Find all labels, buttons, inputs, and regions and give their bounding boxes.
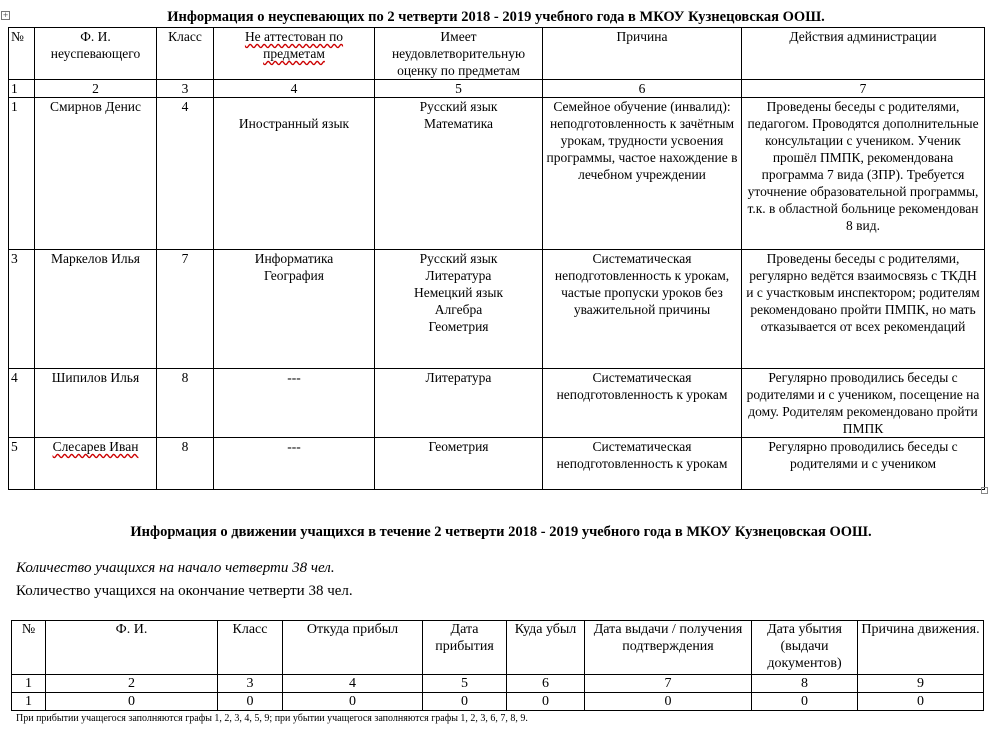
header-cell: Причина — [543, 28, 742, 80]
column-number: 6 — [543, 80, 742, 98]
header-cell: № — [12, 621, 46, 675]
header-cell: Куда убыл — [507, 621, 585, 675]
student-movement-table — [11, 620, 984, 711]
table-cell: 0 — [423, 693, 507, 711]
header-cell: Дата прибытия — [423, 621, 507, 675]
header-cell: Действия администрации — [742, 28, 985, 80]
table-header-row — [9, 28, 985, 80]
not-attested-subjects: Иностранный язык — [214, 98, 375, 250]
table-cell: 0 — [507, 693, 585, 711]
column-number: 6 — [507, 675, 585, 693]
failure-reason: Систематическая неподготовленность к урокам — [543, 438, 742, 490]
table-resize-handle-icon[interactable] — [981, 487, 988, 494]
table-cell: 0 — [585, 693, 752, 711]
column-number-row — [9, 80, 985, 98]
column-number: 1 — [9, 80, 35, 98]
section1-title: Информация о неуспевающих по 2 четверти 2018 - 2019 учебного года в МКОУ Кузнецовская ООШ. — [167, 9, 825, 25]
column-number: 9 — [858, 675, 984, 693]
table-row — [9, 438, 985, 490]
row-number: 4 — [9, 369, 35, 438]
footnote: При прибытии учащегося заполняются графы 1, 2, 3, 4, 5, 9; при убытии учащегося заполняются графы 1, 2, 3, 6, 7, 8, 9. — [16, 713, 528, 724]
not-attested-subjects: Информатика География — [214, 250, 375, 369]
admin-actions: Регулярно проводились беседы с родителями и с учеником — [742, 438, 985, 490]
row-number: 3 — [9, 250, 35, 369]
not-attested-subjects: --- — [214, 438, 375, 490]
admin-actions: Проведены беседы с родителями, регулярно ведётся взаимосвязь с ТКДН и с участковым инспектором; родителям рекомендовано пройти ПМПК, но мать отказывается от всех рекомендаций — [742, 250, 985, 369]
column-number: 3 — [218, 675, 283, 693]
row-number: 5 — [9, 438, 35, 490]
failing-subjects: Русский язык Математика — [375, 98, 543, 250]
header-cell: Класс — [157, 28, 214, 80]
table-move-handle-icon[interactable]: + — [2, 11, 9, 19]
table-cell: 0 — [218, 693, 283, 711]
student-grade: 8 — [157, 369, 214, 438]
column-number: 4 — [214, 80, 375, 98]
header-cell: Класс — [218, 621, 283, 675]
table-cell: 1 — [12, 693, 46, 711]
table-cell: 0 — [858, 693, 984, 711]
header-cell: Ф. И. — [46, 621, 218, 675]
failure-reason: Семейное обучение (инвалид): неподготовленность к зачётным урокам, трудности усвоения программы, частое нахождение в лечебном учреждении — [543, 98, 742, 250]
not-attested-subjects: --- — [214, 369, 375, 438]
header-cell: Дата убытия (выдачи документов) — [752, 621, 858, 675]
header-cell: Откуда прибыл — [283, 621, 423, 675]
student-grade: 8 — [157, 438, 214, 490]
header-cell: Дата выдачи / получения подтверждения — [585, 621, 752, 675]
count-end-text: Количество учащихся на окончание четверти 38 чел. — [16, 583, 353, 599]
table-row — [9, 98, 985, 250]
table-row — [12, 693, 984, 711]
header-cell: Ф. И. неуспевающего — [35, 28, 157, 80]
column-number: 4 — [283, 675, 423, 693]
table-cell: 0 — [752, 693, 858, 711]
column-number: 7 — [742, 80, 985, 98]
column-number: 8 — [752, 675, 858, 693]
student-name: Слесарев Иван — [35, 438, 157, 490]
failure-reason: Систематическая неподготовленность к урокам, частые пропуски уроков без уважительной причины — [543, 250, 742, 369]
column-number: 5 — [423, 675, 507, 693]
table-row — [9, 369, 985, 438]
column-number: 2 — [35, 80, 157, 98]
column-number: 5 — [375, 80, 543, 98]
failing-students-table — [8, 27, 985, 490]
student-grade: 4 — [157, 98, 214, 250]
student-name: Маркелов Илья — [35, 250, 157, 369]
table-header-row — [12, 621, 984, 675]
row-number: 1 — [9, 98, 35, 250]
failure-reason: Систематическая неподготовленность к урокам — [543, 369, 742, 438]
column-number: 1 — [12, 675, 46, 693]
student-name: Шипилов Илья — [35, 369, 157, 438]
admin-actions: Проведены беседы с родителями, педагогом. Проводятся дополнительные консультации с учеником. Ученик прошёл ПМПК, рекомендована программа 7 вида (ЗПР). Требуется уточнение образовательной программы, т.к. в областной больнице рекомендован 8 вид. — [742, 98, 985, 250]
student-name: Смирнов Денис — [35, 98, 157, 250]
table-cell: 0 — [46, 693, 218, 711]
failing-subjects: Литература — [375, 369, 543, 438]
student-grade: 7 — [157, 250, 214, 369]
failing-subjects: Русский язык Литература Немецкий язык Алгебра Геометрия — [375, 250, 543, 369]
section2-title: Информация о движении учащихся в течение 2 четверти 2018 - 2019 учебного года в МКОУ Кузнецовская ООШ. — [130, 524, 872, 540]
column-number: 2 — [46, 675, 218, 693]
header-cell: Не аттестован по предметам — [214, 28, 375, 80]
column-number: 7 — [585, 675, 752, 693]
column-number-row — [12, 675, 984, 693]
admin-actions: Регулярно проводились беседы с родителями и с учеником, посещение на дому. Родителям рекомендовано пройти ПМПК — [742, 369, 985, 438]
failing-subjects: Геометрия — [375, 438, 543, 490]
header-cell: Имеет неудовлетворительную оценку по предметам — [375, 28, 543, 80]
column-number: 3 — [157, 80, 214, 98]
table-row — [9, 250, 985, 369]
header-cell: № — [9, 28, 35, 80]
count-start-text: Количество учащихся на начало четверти 38 чел. — [16, 560, 335, 576]
table-cell: 0 — [283, 693, 423, 711]
header-cell: Причина движения. — [858, 621, 984, 675]
